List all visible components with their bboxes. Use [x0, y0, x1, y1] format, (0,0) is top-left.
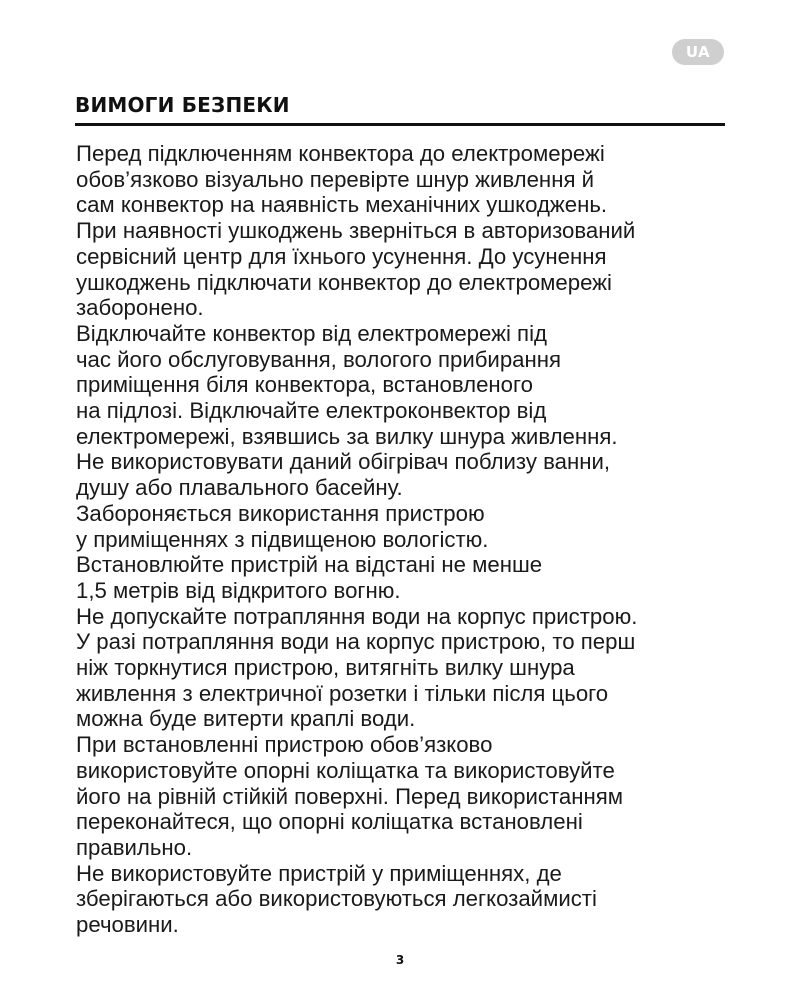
- text-line: ушкоджень підключати конвектор до електромережі: [76, 269, 612, 295]
- text-line: душу або плавального басейну.: [76, 475, 403, 501]
- text-line: У разі потрапляння води на корпус пристрою, то перш: [76, 629, 636, 655]
- text-line: Не використовуйте пристрій у приміщеннях, де: [76, 860, 562, 886]
- text-line: використовуйте опорні коліщатка та використовуйте: [76, 757, 615, 783]
- page-number: 3: [395, 953, 405, 967]
- text-line: Не допускайте потрапляння води на корпус пристрою.: [76, 603, 638, 629]
- text-line: При наявності ушкоджень зверніться в авторизований: [76, 218, 636, 244]
- text-line: Перед підключенням конвектора до електромережі: [76, 141, 605, 166]
- text-line: у приміщеннях з підвищеною вологістю.: [76, 526, 489, 552]
- text-line: При встановленні пристрою обов’язково: [76, 732, 493, 758]
- text-line: на підлозі. Відключайте електроконвектор від: [76, 398, 547, 424]
- text-line: переконайтеся, що опорні коліщатка встановлені: [76, 809, 583, 835]
- text-line: приміщення біля конвектора, встановленого: [76, 372, 533, 398]
- text-line: час його обслуговування, вологого прибирання: [76, 346, 562, 372]
- text-line: обов’язково візуально перевірте шнур живлення й: [76, 166, 595, 192]
- text-line: його на рівній стійкій поверхні. Перед використанням: [76, 783, 624, 809]
- text-line: можна буде витерти краплі води.: [76, 706, 416, 732]
- text-line: Не використовувати даний обігрівач поблизу ванни,: [76, 449, 611, 475]
- text-line: ніж торкнутися пристрою, витягніть вилку шнура: [76, 655, 575, 681]
- language-badge: UA: [672, 39, 724, 65]
- section-title: ВИМОГИ БЕЗПЕКИ: [75, 93, 290, 117]
- text-line: Відключайте конвектор від електромережі під: [76, 320, 547, 346]
- text-line: живлення з електричної розетки і тільки після цього: [76, 680, 609, 706]
- text-line: сам конвектор на наявність механічних ушкоджень.: [76, 192, 608, 218]
- text-line: сервісний центр для їхнього усунення. До усунення: [76, 243, 607, 269]
- title-underline: [75, 123, 725, 126]
- text-line: заборонено.: [76, 295, 204, 321]
- text-line: правильно.: [76, 834, 193, 860]
- text-line: 1,5 метрів від відкритого вогню.: [76, 577, 401, 603]
- text-line: електромережі, взявшись за вилку шнура живлення.: [76, 423, 618, 449]
- safety-text-block: [76, 141, 736, 938]
- text-line: речовини.: [76, 912, 179, 938]
- text-line: Забороняється використання пристрою: [76, 500, 485, 526]
- text-line: зберігаються або використовуються легкозаймисті: [76, 886, 597, 912]
- text-line: Встановлюйте пристрій на відстані не менше: [76, 552, 543, 578]
